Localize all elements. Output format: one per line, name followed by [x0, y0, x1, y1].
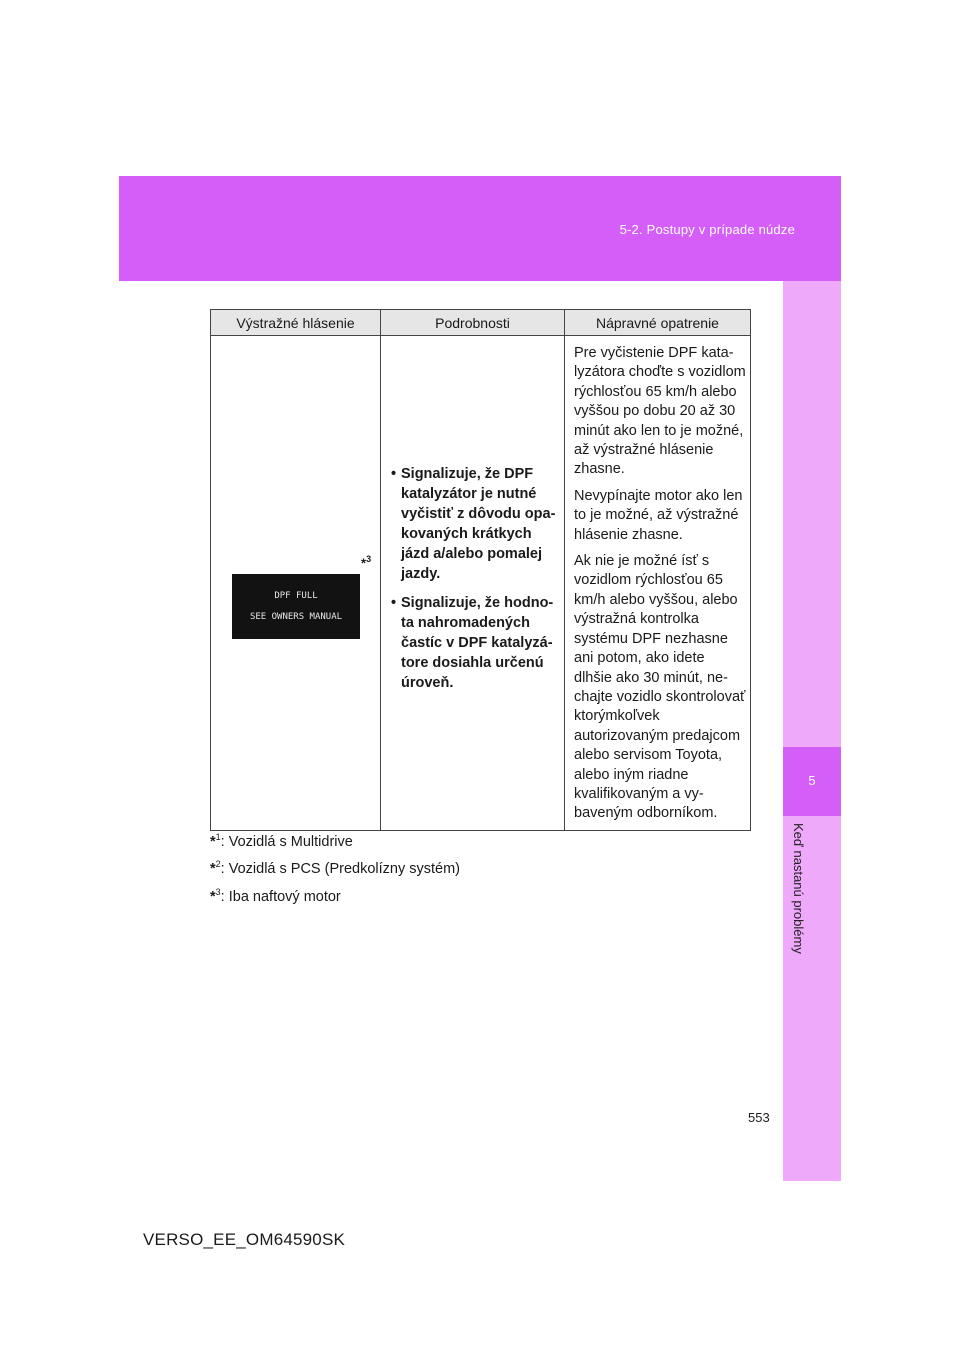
detail-text: Signalizuje, že hodnota nahromadených častíc v DPF katalyzátore dosiahla určenú úroveň. — [401, 594, 554, 691]
footnote-item: *$^2$: Vozidlá s PCS (Predkolízny systém) — [210, 859, 460, 878]
footnote-marker: *$^3$ — [361, 554, 372, 571]
warning-message-cell — [211, 336, 381, 831]
multi-information-display-image — [232, 574, 360, 639]
details-cell — [381, 336, 565, 831]
bullet-icon: • — [391, 594, 397, 611]
detail-item — [391, 593, 558, 693]
page-number: 553 — [748, 1110, 770, 1125]
action-paragraph: Nevypínajte motor ako len to je možné, až výstražné hlásenie zhasne. — [574, 487, 743, 543]
warning-message-table — [210, 309, 751, 831]
footnote-item: *$^1$: Vozidlá s Multidrive — [210, 832, 353, 850]
column-header-action: Nápravné opatrenie — [565, 310, 751, 336]
corrective-action-cell — [565, 336, 751, 831]
column-header-warning: Výstražné hlásenie — [211, 310, 381, 336]
table-row — [211, 336, 751, 831]
document-code: VERSO_EE_OM64590SK — [143, 1230, 346, 1249]
chapter-label: Keď nastanú problémy — [791, 823, 806, 954]
chapter-number-tab — [783, 747, 841, 816]
footnotes — [210, 826, 460, 908]
chapter-number: 5 — [808, 773, 816, 788]
detail-item — [391, 464, 558, 584]
chapter-side-tab — [783, 281, 841, 1181]
bullet-icon: • — [391, 465, 397, 482]
footnote-item: *$^3$: Iba naftový motor — [210, 886, 341, 905]
section-title: 5-2. Postupy v prípade núdze — [619, 222, 795, 237]
section-header-band — [119, 176, 841, 281]
column-header-details: Podrobnosti — [381, 310, 565, 336]
action-paragraph: Pre vyčistenie DPF katalyzátora choďte s vozidlom rýchlosťou 65 km/h alebo vyššou po dobu 20 až 30 minút ako len to je možné, až výstražné hlásenie zhasne. — [574, 345, 746, 478]
display-text-line-2: SEE OWNERS MANUAL — [249, 612, 343, 622]
display-text-line-1: DPF FULL — [274, 591, 318, 601]
detail-text: Signalizuje, že DPF katalyzátor je nutné vyčistiť z dôvodu opakovaných krátkych jázd a/alebo pomalej jazdy. — [401, 465, 556, 582]
table-header-row — [211, 310, 751, 336]
action-paragraph: Ak nie je možné ísť s vozidlom rýchlosťou 65 km/h alebo vyššou, alebo výstražná kontrolka systému DPF nezhasne ani potom, ako idete dlhšie ako 30 minút, nechajte vozidlo skontrolovať ktorýmkoľvek autorizovaným predajcom alebo servisom Toyota, alebo iným riadne kvalifikovaným a vybaveným odborníkom. — [574, 553, 746, 822]
